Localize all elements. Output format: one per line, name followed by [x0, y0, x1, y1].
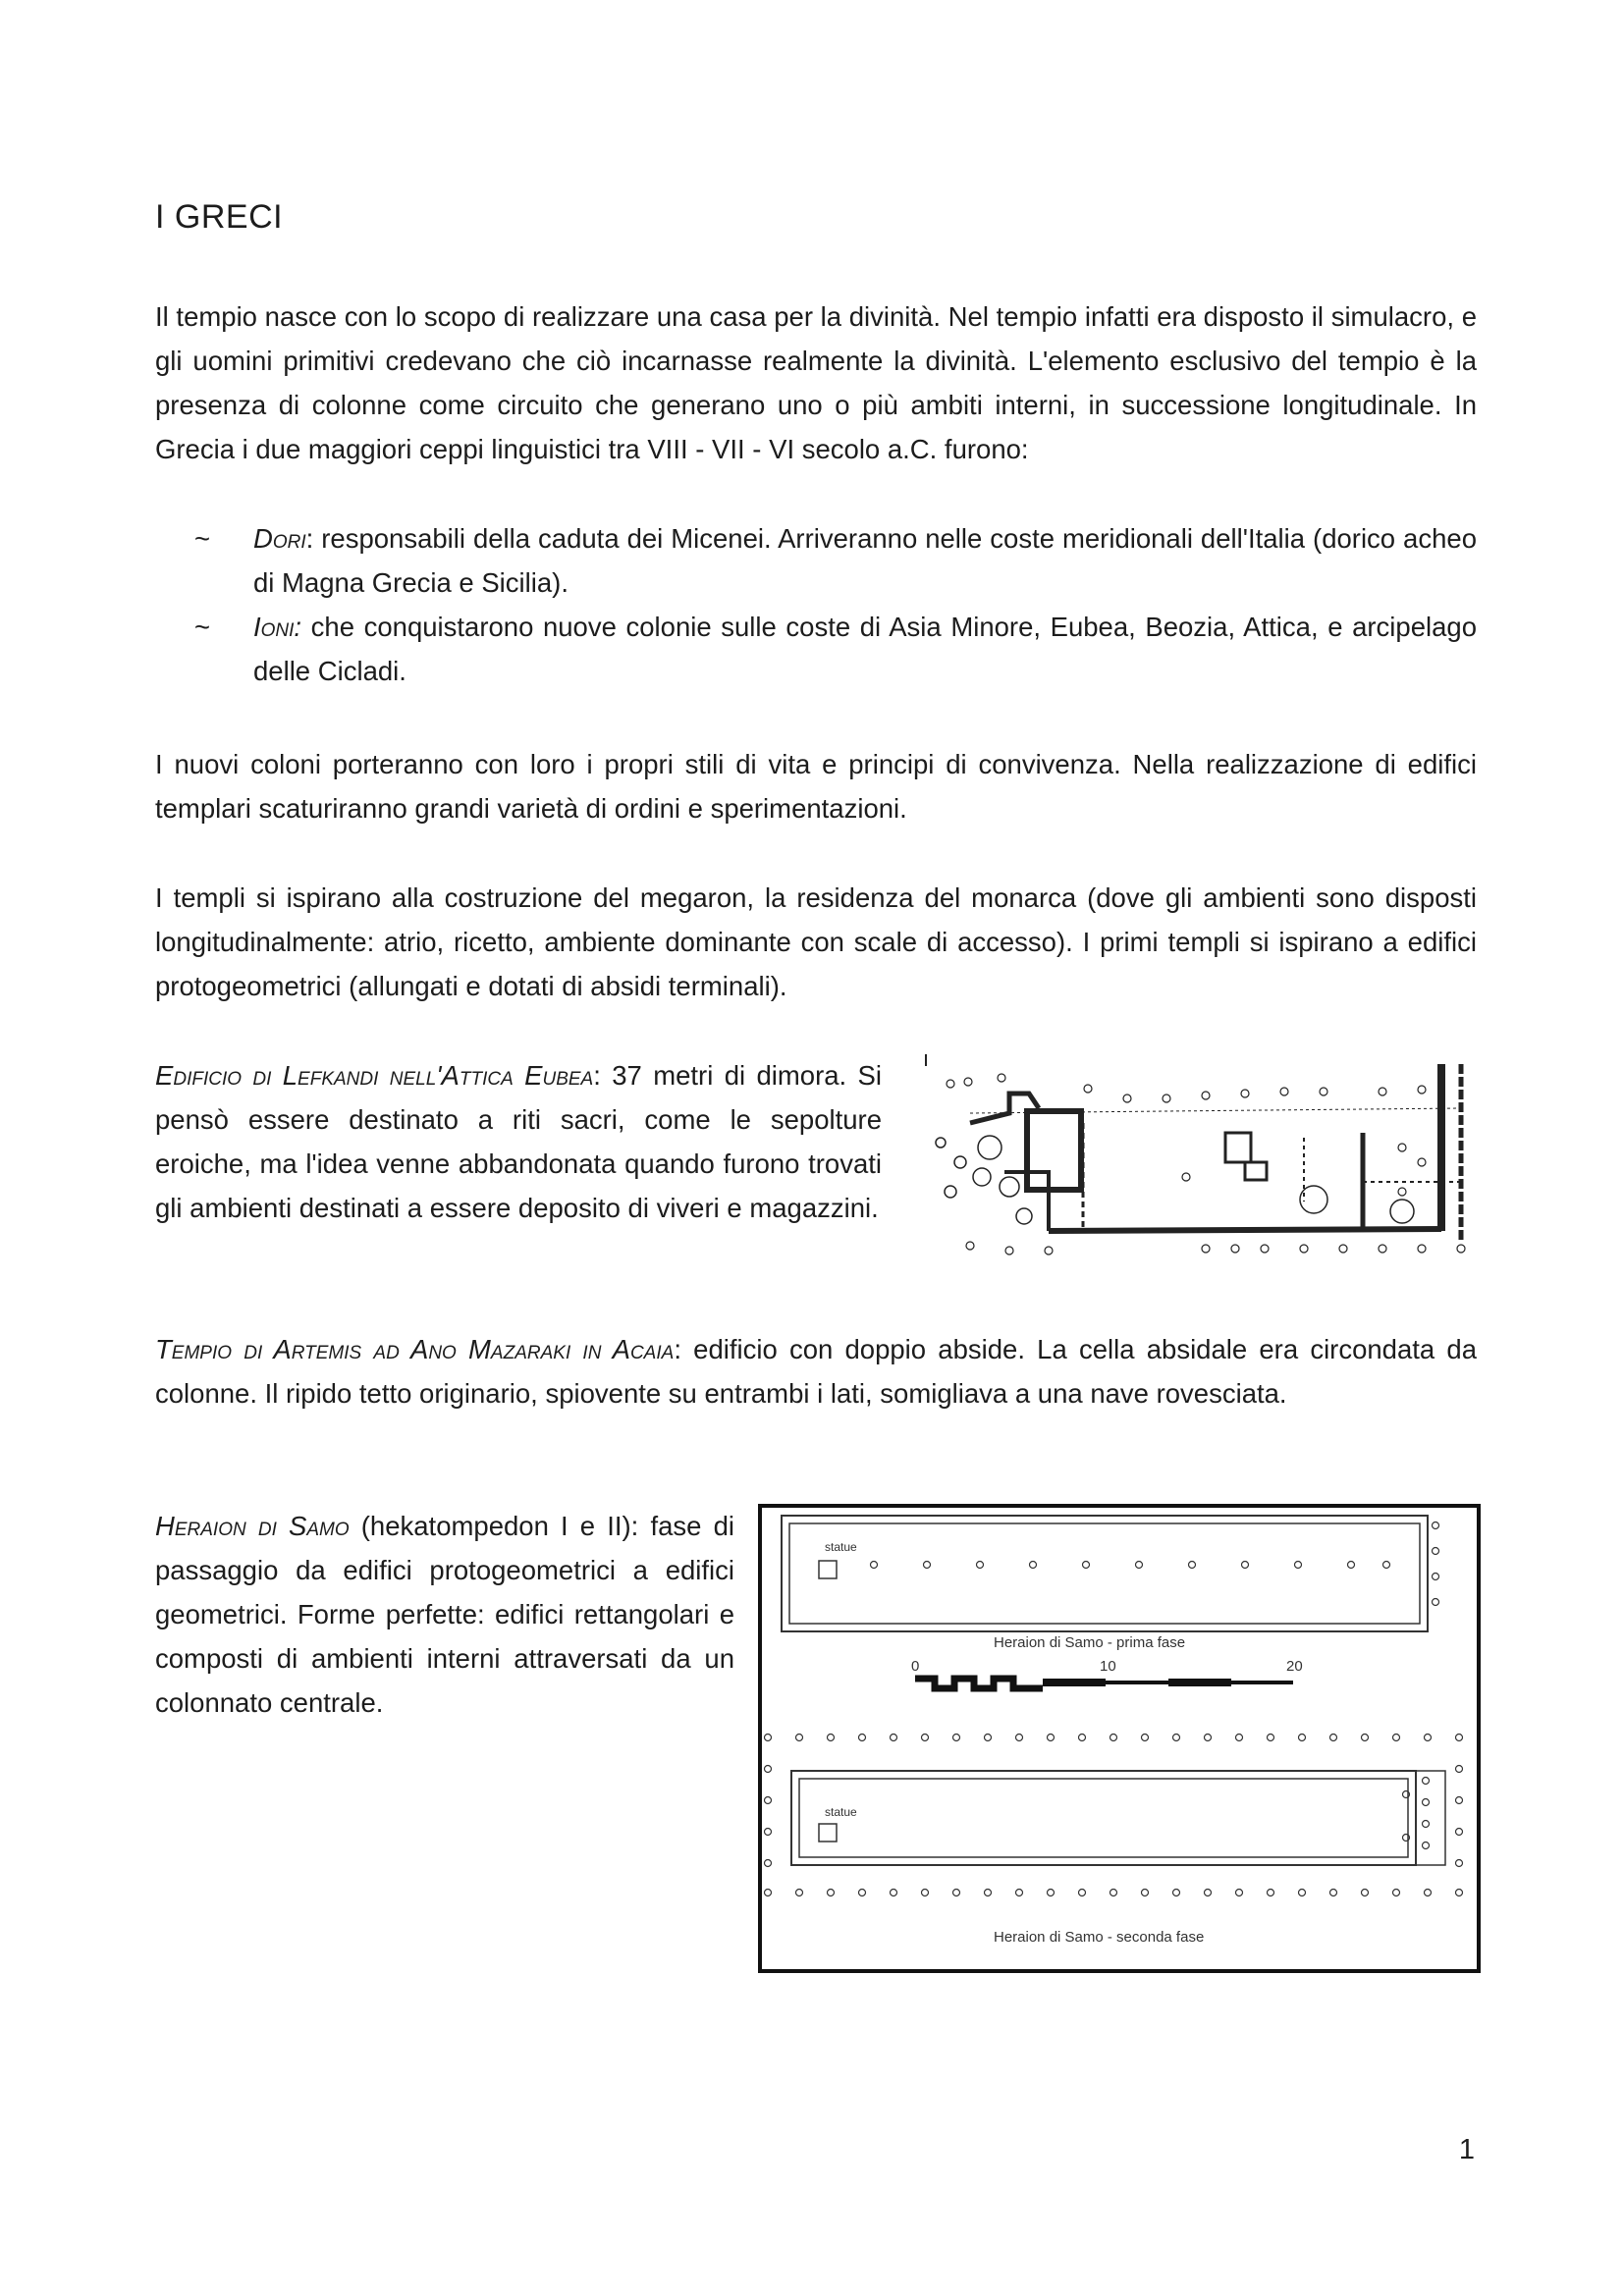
first-phase-caption: Heraion di Samo - prima fase — [994, 1634, 1186, 1651]
statue-label-second: statue — [825, 1805, 857, 1819]
bullet-list — [155, 516, 1477, 693]
lefkandi-term: Edificio di Lefkandi nell'Attica Eubea — [155, 1060, 594, 1091]
artemis-paragraph — [155, 1327, 1477, 1415]
lefkandi-paragraph — [155, 1053, 882, 1230]
list-item: ~ Dori: responsabili della caduta dei Micenei. Arriveranno nelle coste meridionali dell'Italia (dorico acheo di Magna Grecia e Sicilia). — [155, 516, 1477, 605]
list-item: ~ Ioni: che conquistarono nuove colonie sulle coste di Asia Minore, Eubea, Beozia, Attica, e arcipelago delle Cicladi. — [155, 605, 1477, 693]
heraion-paragraph — [155, 1504, 734, 1725]
scale-label-0: 0 — [911, 1658, 920, 1675]
artemis-text: : edificio con doppio abside. La cella absidale era circondata da colonne. Il ripido tetto originario, spiovente su entrambi i lati, somigliava a una nave rovesciata. — [155, 1334, 1477, 1409]
list-text: responsabili della caduta dei Micenei. Arriveranno nelle coste meridionali dell'Italia (dorico acheo di Magna Grecia e Sicilia). — [253, 523, 1477, 598]
scale-label-20: 20 — [1286, 1658, 1303, 1675]
page-title: I GRECI — [155, 198, 284, 236]
list-text: che conquistarono nuove colonie sulle coste di Asia Minore, Eubea, Beozia, Attica, e arcipelago delle Cicladi. — [253, 612, 1477, 686]
megaron-paragraph: I templi si ispirano alla costruzione del megaron, la residenza del monarca (dove gli ambienti sono disposti longitudinalmente: atrio, ricetto, ambiente dominante con scale di accesso). I primi templi si ispirano a edifici protogeometrici (allungati e dotati di absidi terminali). — [155, 882, 1477, 1001]
heraion-text: (hekatompedon I e II): fase di passaggio da edifici protogeometrici a edifici geometrici. Forme perfette: edifici rettangolari e composti di ambienti interni attraversati da un colonnato centrale. — [155, 1511, 735, 1718]
lefkandi-text: : 37 metri di dimora. Si pensò essere destinato a riti sacri, come le sepolture eroiche, ma l'idea venne abbandonata quando furono trovati gli ambienti destinati a essere deposito di viveri e magazzini. — [155, 1060, 882, 1223]
list-term: Ioni — [253, 612, 295, 642]
scale-label-10: 10 — [1100, 1658, 1116, 1675]
coloni-paragraph: I nuovi coloni porteranno con loro i propri stili di vita e principi di convivenza. Nella realizzazione di edifici templari scaturiranno grandi varietà di ordini e sperimentazioni. — [155, 749, 1477, 824]
heraion-term: Heraion di Samo — [155, 1511, 350, 1541]
lefkandi-plan-drawing — [911, 1054, 1481, 1260]
second-phase-caption: Heraion di Samo - seconda fase — [994, 1929, 1205, 1946]
intro-paragraph: Il tempio nasce con lo scopo di realizzare una casa per la divinità. Nel tempio infatti era disposto il simulacro, e gli uomini primitivi credevano che ciò incarnasse realmente la divinità. L'elemento esclusivo del tempio è la presenza di colonne come circuito che generano uno o più ambiti interni, in successione longitudinale. In Grecia i due maggiori ceppi linguistici tra VIII - VII - VI secolo a.C. furono: — [155, 301, 1477, 464]
artemis-term: Tempio di Artemis ad Ano Mazaraki in Acaia — [155, 1334, 675, 1364]
tilde-bullet-icon: ~ — [194, 612, 211, 642]
page-number: 1 — [1458, 2134, 1475, 2165]
list-term: Dori — [253, 523, 306, 554]
tilde-bullet-icon: ~ — [194, 523, 211, 554]
heraion-plan-figure — [758, 1504, 1481, 1973]
statue-label: statue — [825, 1540, 857, 1554]
